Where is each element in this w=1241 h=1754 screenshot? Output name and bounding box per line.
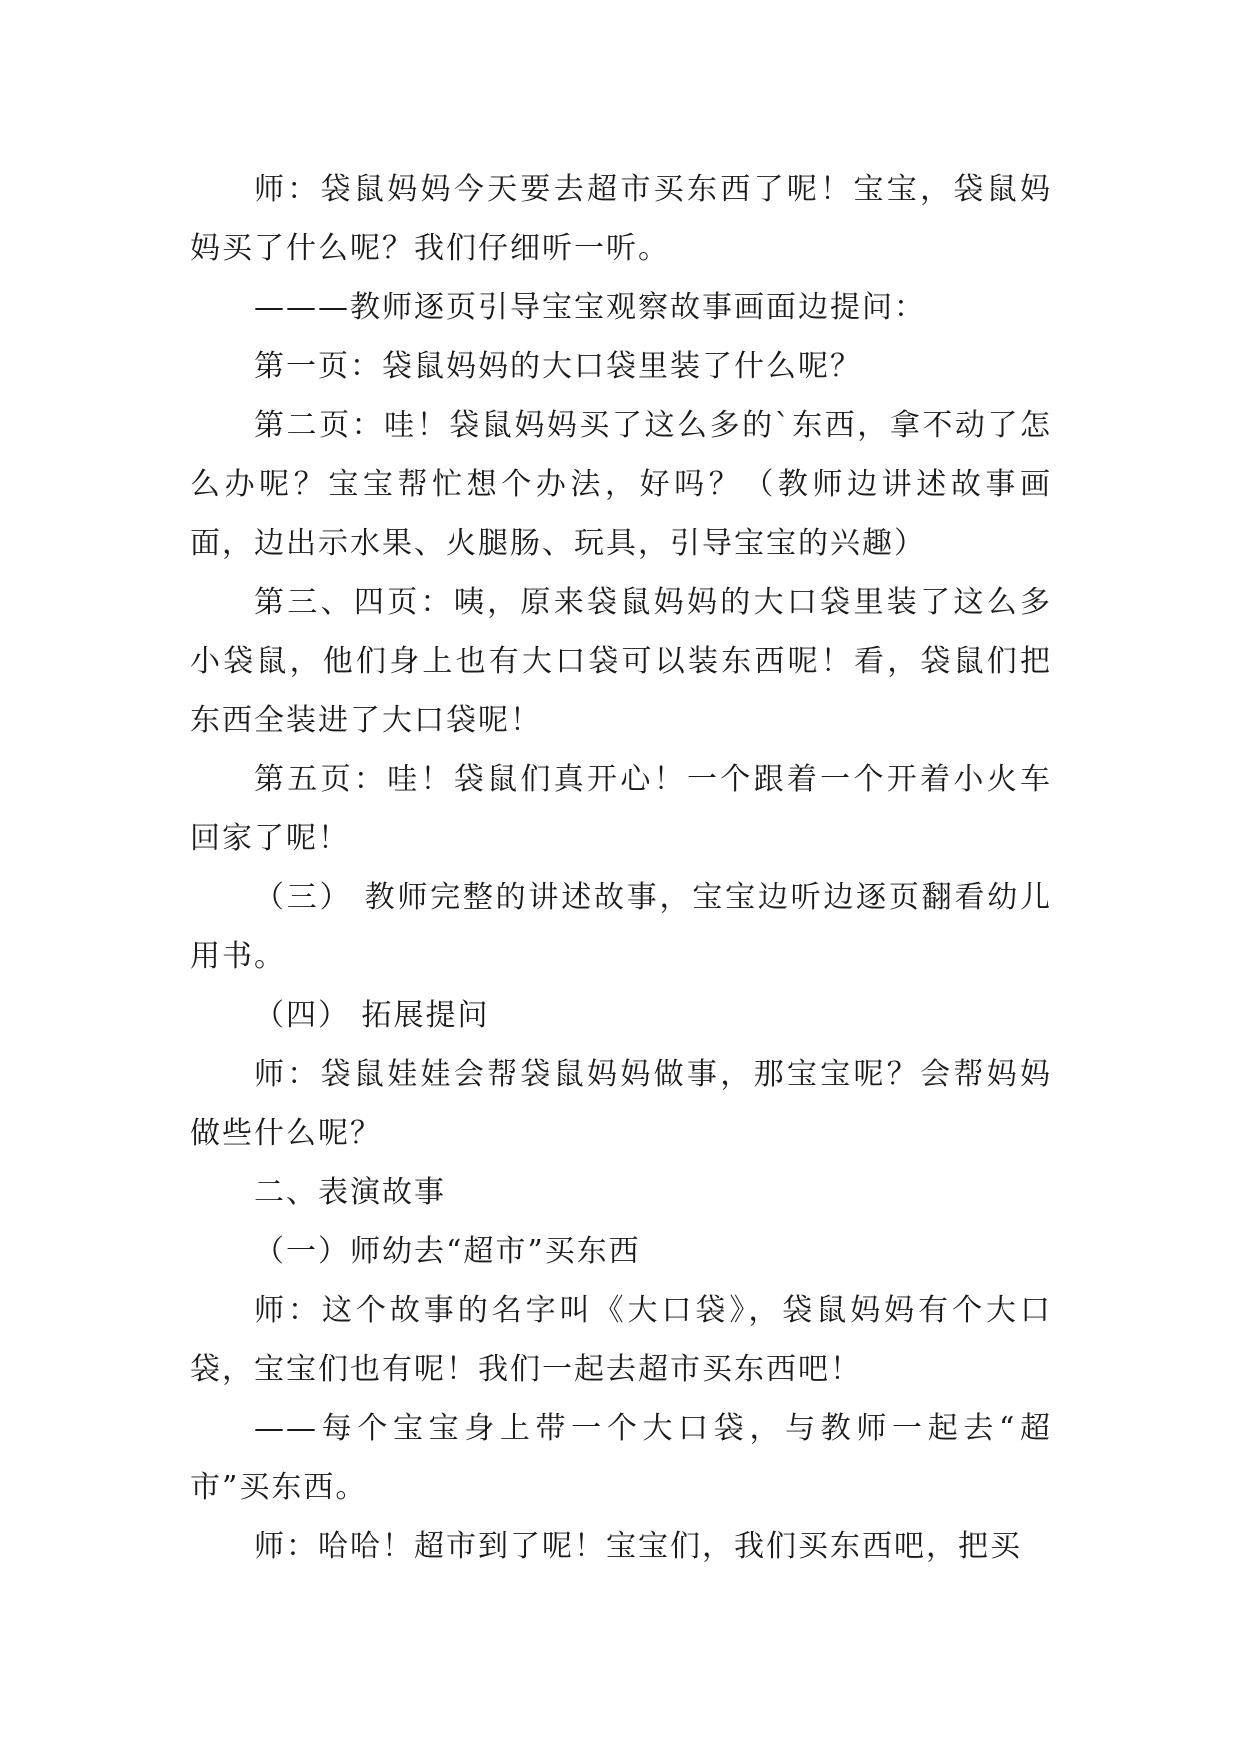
paragraph-page-two: 第二页：哇！袋鼠妈妈买了这么多的`东西，拿不动了怎么办呢？宝宝帮忙想个办法，好吗？（教师边讲述故事画面，边出示水果、火腿肠、玩具，引导宝宝的兴趣） [190,408,1052,561]
paragraph-story-name: 师：这个故事的名字叫《大口袋》，袋鼠妈妈有个大口袋，宝宝们也有呢！我们一起去超市买东西吧！ [190,1293,1052,1387]
paragraph-section-three: （三） 教师完整的讲述故事，宝宝边听边逐页翻看幼儿用书。 [190,880,1052,974]
paragraph-extension-question: 师：袋鼠娃娃会帮袋鼠妈妈做事，那宝宝呢？会帮妈妈做些什么呢？ [190,1057,1052,1151]
paragraph-supermarket-arrived: 师：哈哈！超市到了呢！宝宝们，我们买东西吧，把买 [254,1529,1022,1564]
heading-perform-story: 二、表演故事 [254,1175,446,1210]
document-body [190,160,1052,1576]
paragraph-page-one: 第一页：袋鼠妈妈的大口袋里装了什么呢？ [254,349,862,384]
paragraph-teacher-intro: 师：袋鼠妈妈今天要去超市买东西了呢！宝宝，袋鼠妈妈买了什么呢？我们仔细听一听。 [190,172,1052,266]
heading-go-supermarket: （一）师幼去“超市”买东西 [254,1234,641,1269]
paragraph-page-five: 第五页：哇！袋鼠们真开心！一个跟着一个开着小火车回家了呢！ [190,762,1052,856]
paragraph-section-four: （四） 拓展提问 [254,998,490,1033]
paragraph-bag-activity: ——每个宝宝身上带一个大口袋，与教师一起去“超市”买东西。 [190,1411,1052,1505]
paragraph-page-three-four: 第三、四页：咦，原来袋鼠妈妈的大口袋里装了这么多小袋鼠，他们身上也有大口袋可以装东西呢！看，袋鼠们把东西全装进了大口袋呢！ [190,585,1052,738]
paragraph-guide-instruction: ———教师逐页引导宝宝观察故事画面边提问： [254,290,926,325]
